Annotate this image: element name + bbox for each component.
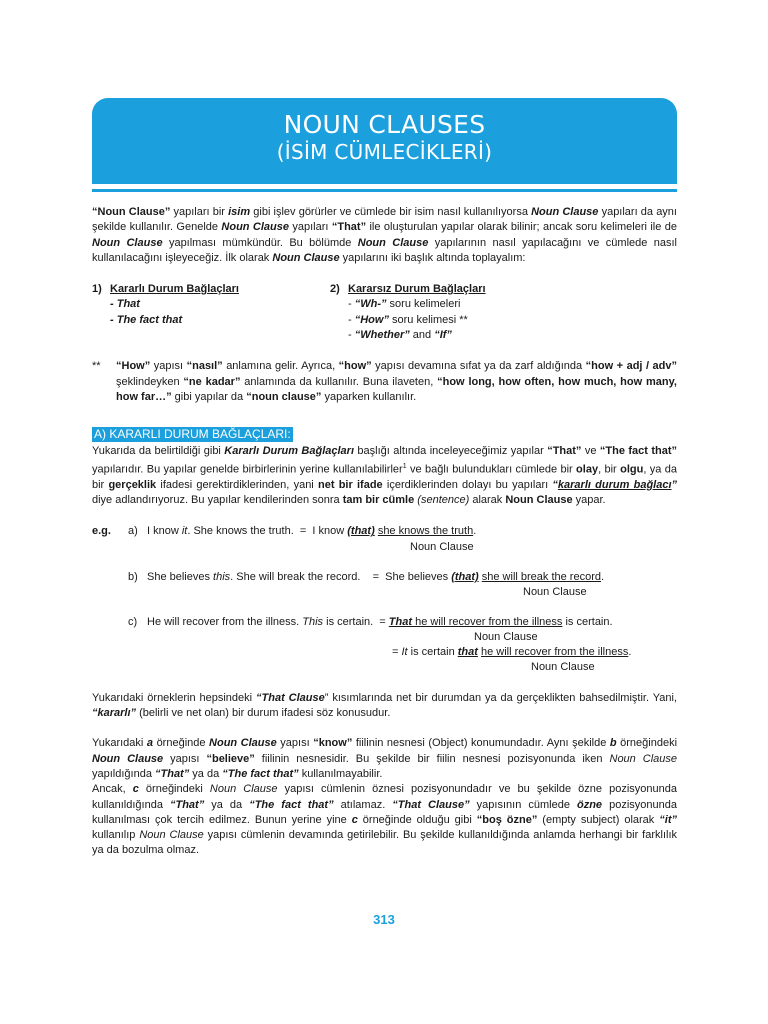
- noun-clause-label: Noun Clause: [531, 661, 595, 674]
- title-underline: [92, 189, 677, 192]
- example-label: c): [128, 615, 138, 628]
- list-item: - “Whether” and “If”: [348, 329, 452, 342]
- noun-clause-label: Noun Clause: [474, 630, 538, 643]
- example-b: b) She believes this. She will break the record. = She believes (that) she will break the record.: [92, 570, 677, 585]
- page-subtitle: (İSİM CÜMLECİKLERİ): [276, 140, 493, 164]
- list-item: - The fact that: [110, 313, 183, 326]
- list-item: - That: [110, 298, 140, 311]
- eg-label: e.g.: [92, 525, 111, 538]
- list-item: - “Wh-” soru kelimeleri: [348, 298, 461, 311]
- footnote-how: ** “How” yapısı “nasıl” anlamına gelir. Ayrıca, “how” yapısı devamına sıfat ya da zarf aldığında “how + adj / adv” şeklindeyken “ne kadar” anlamında da kullanılır. Buna ilaveten, “how long, how often, how much, how many, how far…” gibi yapılar da “noun clause” yaparken kullanılır.: [92, 360, 678, 403]
- page-number: 313: [373, 912, 395, 927]
- title-banner: [92, 98, 677, 184]
- page-title: NOUN CLAUSES: [283, 110, 486, 139]
- conjunction-lists: [92, 282, 677, 343]
- list-indecisive: [330, 282, 677, 343]
- list-title: Kararlı Durum Bağlaçları: [110, 283, 239, 296]
- list-number: 1): [92, 283, 102, 296]
- section-paragraph: Yukarıda da belirtildiği gibi Kararlı Durum Bağlaçları başlığı altında inceleyeceğimiz yapılar “That” ve “The fact that” yapılarıdır. Bu yapılar genelde birbirlerinin yerine kullanılabilirler$^1$ ve bağlı bulundukları cümlede bir olay, bir olgu, ya da bir gerçeklik ifadesi gerektirdiklerinden, yani net bir ifade içerdiklerinden dolayı bu yapıları “kararlı durum bağlacı” diye adlandırıyoruz. Bu yapılar kendilerinden sonra tam bir cümle (sentence) alarak Noun Clause yapar.: [92, 444, 678, 507]
- list-decisive: [92, 282, 330, 343]
- noun-clause-label: Noun Clause: [410, 540, 474, 553]
- list-item: - “How” soru kelimesi **: [348, 313, 468, 326]
- example-c-alt: = It is certain that he will recover from the illness.: [392, 646, 632, 659]
- paragraph-analysis: Yukarıdaki a örneğinde Noun Clause yapısı “know” fiilinin nesnesi (Object) konumundadır. Aynı şekilde b örneğindeki Noun Clause yapısı “believe” fiilinin nesnesidir. Bu şekilde bir fiilin nesnesi pozisyonunda iken Noun Clause yapıldığında “That” ya da “The fact that” kullanılmayabilir.: [92, 737, 678, 780]
- noun-clause-label: Noun Clause: [523, 586, 587, 599]
- example-label: a): [128, 525, 138, 538]
- list-title: Kararsız Durum Bağlaçları: [348, 283, 486, 296]
- paragraph-that-clause: Yukarıdaki örneklerin hepsindeki “That Clause” kısımlarında net bir durumdan ya da gerçeklikten bahsedilmiştir. Yani, “kararlı” (belirli ve net olan) bir durum ifadesi söz konusudur.: [92, 691, 677, 720]
- section-heading: A) KARARLI DURUM BAĞLAÇLARI:: [94, 427, 291, 442]
- main-content: [92, 205, 677, 859]
- paragraph-subject: Ancak, c örneğindeki Noun Clause yapısı cümlenin öznesi pozisyonundadır ve bu şekilde özne pozisyonunda kullanıldığında “That” ya da “The fact that” atılamaz. “That Clause” yapısının cümlede özne pozisyonunda kullanılması çok tercih edilmez. Bunun yerine yine c örneğinde olduğu gibi “boş özne” (empty subject) olarak “it” kullanılıp Noun Clause yapısı cümlenin devamında getirilebilir. Bu şekilde kullanıldığında anlamda herhangi bir farklılık ya da bozulma olmaz.: [92, 783, 677, 857]
- example-a: e.g. a) I know it. She knows the truth. = I know (that) she knows the truth.: [92, 524, 677, 539]
- list-number: 2): [330, 283, 340, 296]
- intro-paragraph: “Noun Clause” yapıları bir isim gibi işlev görürler ve cümlede bir isim nasıl kullanılıyorsa Noun Clause yapıları da aynı şekilde kullanılır. Genelde Noun Clause yapıları “That” ile oluşturulan yapılar olarak bilinir; ancak soru kelimeleri ile de Noun Clause yapılması mümkündür. Bu bölümde Noun Clause yapılarının nasıl yapılacağını ve cümlede nasıl kullanılacağını işleyeceğiz. İlk olarak Noun Clause yapılarını iki başlık altında toplayalım:: [92, 206, 678, 264]
- example-c: c) He will recover from the illness. This is certain. = That he will recover from the illness is certain.: [92, 615, 677, 630]
- example-label: b): [128, 571, 138, 583]
